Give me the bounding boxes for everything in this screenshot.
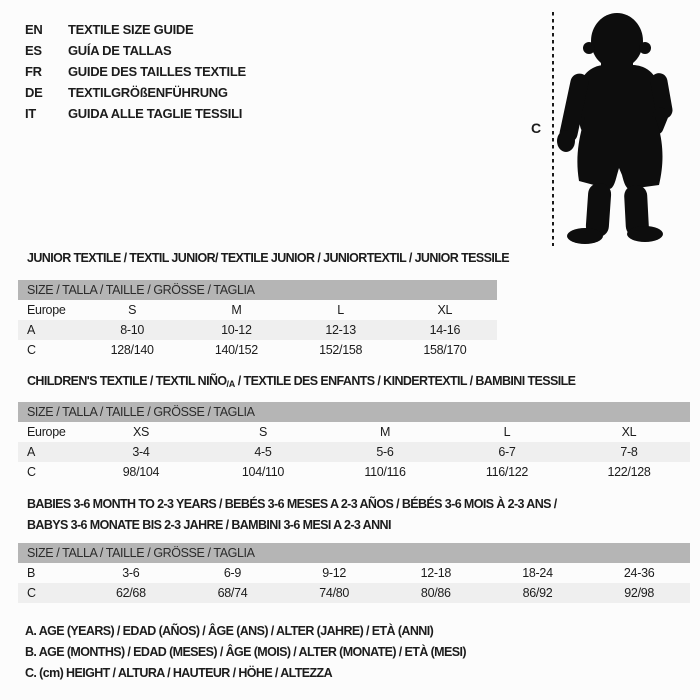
babies-size-table — [18, 543, 690, 603]
value-cell: 12-18 — [420, 566, 452, 580]
language-row-it — [25, 103, 246, 124]
note-age-months: B. AGE (MONTHS) / EDAD (MESES) / ÂGE (MOIS) / ALTER (MONATE) / ETÀ (MESI) — [25, 645, 466, 659]
table-row-europe — [18, 422, 690, 442]
language-row-en — [25, 19, 246, 40]
size-cell: XS — [132, 425, 150, 439]
size-cell: S — [128, 303, 137, 317]
value-cell: 104/110 — [241, 465, 285, 479]
children-size-table — [18, 402, 690, 482]
row-label: C — [27, 586, 36, 600]
table-row-age — [18, 320, 497, 340]
value-cell: 6-9 — [223, 566, 242, 580]
row-label: C — [27, 465, 36, 479]
value-cell: 68/74 — [217, 586, 248, 600]
table-row-height — [18, 340, 497, 360]
children-heading-sub: /A — [226, 379, 235, 389]
row-label: B — [27, 566, 36, 580]
language-label: GUIDE DES TAILLES TEXTILE — [68, 64, 246, 79]
value-cell: 24-36 — [623, 566, 655, 580]
language-list — [25, 19, 246, 124]
size-cell: S — [258, 425, 268, 439]
value-cell: 80/86 — [420, 586, 451, 600]
children-section-heading — [27, 374, 575, 389]
value-cell: 18-24 — [522, 566, 553, 580]
row-label: Europe — [27, 303, 66, 317]
language-code: DE — [25, 85, 43, 100]
note-age-years: A. AGE (YEARS) / EDAD (AÑOS) / ÂGE (ANS) / ALTER (JAHRE) / ETÀ (ANNI) — [25, 624, 434, 638]
height-dotted-line — [552, 12, 554, 246]
language-label: TEXTILGRÖßENFÜHRUNG — [68, 85, 228, 100]
language-row-fr — [25, 61, 246, 82]
size-cell: XL — [437, 303, 453, 317]
row-label: C — [27, 343, 36, 357]
value-cell: 3-6 — [122, 566, 140, 580]
table-row-europe — [18, 300, 497, 320]
language-label: GUIDA ALLE TAGLIE TESSILI — [68, 106, 243, 121]
value-cell: 140/152 — [214, 343, 258, 357]
language-code: FR — [25, 64, 42, 79]
value-cell: 110/116 — [364, 465, 406, 479]
value-cell: 92/98 — [624, 586, 655, 600]
language-code: ES — [25, 43, 42, 58]
size-band: SIZE / TALLA / TAILLE / GRÖSSE / TAGLIA — [18, 402, 690, 422]
row-label: A — [27, 323, 36, 337]
value-cell: 7-8 — [620, 445, 638, 459]
value-cell: 158/170 — [423, 343, 467, 357]
table-row-height — [18, 462, 690, 482]
value-cell: 74/80 — [319, 586, 350, 600]
value-cell: 3-4 — [132, 445, 150, 459]
value-cell: 12-13 — [325, 323, 356, 337]
value-cell: 14-16 — [429, 323, 461, 337]
value-cell: 98/104 — [122, 465, 160, 479]
babies-section-heading-line1: BABIES 3-6 MONTH TO 2-3 YEARS / BEBÉS 3-6 MESES A 2-3 AÑOS / BÉBÉS 3-6 MOIS À 2-3 ANS / — [27, 497, 557, 511]
value-cell: 10-12 — [221, 323, 252, 337]
language-label: GUÍA DE TALLAS — [68, 43, 172, 58]
size-cell: L — [337, 303, 344, 317]
junior-section-heading: JUNIOR TEXTILE / TEXTIL JUNIOR/ TEXTILE JUNIOR / JUNIORTEXTIL / JUNIOR TESSILE — [27, 251, 509, 265]
note-height-cm: C. (cm) HEIGHT / ALTURA / HAUTEUR / HÖHE / ALTEZZA — [25, 666, 333, 680]
size-cell: XL — [621, 425, 637, 439]
value-cell: 86/92 — [522, 586, 553, 600]
value-cell: 116/122 — [485, 465, 529, 479]
row-label: Europe — [27, 425, 66, 439]
language-label: TEXTILE SIZE GUIDE — [68, 22, 194, 37]
legend-notes — [25, 621, 466, 684]
size-band: SIZE / TALLA / TAILLE / GRÖSSE / TAGLIA — [18, 543, 690, 563]
row-label: A — [27, 445, 36, 459]
children-heading-post: / TEXTILE DES ENFANTS / KINDERTEXTIL / BAMBINI TESSILE — [234, 374, 576, 388]
size-cell: M — [231, 303, 242, 317]
size-band: SIZE / TALLA / TAILLE / GRÖSSE / TAGLIA — [18, 280, 497, 300]
children-heading-pre: CHILDREN'S TEXTILE / TEXTIL NIÑO — [27, 374, 227, 388]
table-row-months — [18, 563, 690, 583]
language-row-es — [25, 40, 246, 61]
value-cell: 6-7 — [498, 445, 516, 459]
measure-label-c: C — [531, 120, 542, 136]
language-code: EN — [25, 22, 43, 37]
value-cell: 62/68 — [115, 586, 146, 600]
value-cell: 122/128 — [607, 465, 651, 479]
value-cell: 8-10 — [120, 323, 145, 337]
value-cell: 4-5 — [254, 445, 272, 459]
language-row-de — [25, 82, 246, 103]
junior-size-table — [18, 280, 497, 360]
babies-section-heading-line2: BABYS 3-6 MONATE BIS 2-3 JAHRE / BAMBINI 3-6 MESI A 2-3 ANNI — [27, 518, 391, 532]
table-row-age — [18, 442, 690, 462]
value-cell: 9-12 — [322, 566, 347, 580]
baby-silhouette-icon — [555, 5, 700, 250]
size-cell: M — [379, 425, 391, 439]
value-cell: 5-6 — [376, 445, 394, 459]
language-code: IT — [25, 106, 36, 121]
value-cell: 128/140 — [110, 343, 154, 357]
table-row-height — [18, 583, 690, 603]
size-cell: L — [503, 425, 511, 439]
value-cell: 152/158 — [319, 343, 363, 357]
